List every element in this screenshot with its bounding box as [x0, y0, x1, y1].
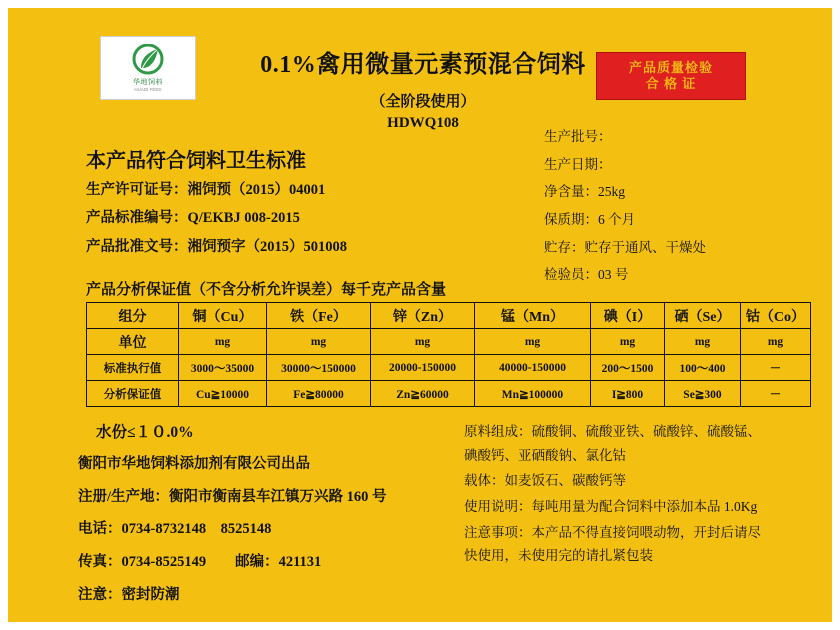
company-phone: 电话：0734-8732148 8525148 — [78, 521, 272, 538]
precautions: 注意事项：本产品不得直接饲喂动物，开封后请尽快使用，未使用完的请扎紧包装 — [464, 524, 761, 564]
table-row-label: 标准执行值 — [87, 355, 179, 381]
company-fax-postcode: 传真：0734-8525149 邮编：421131 — [78, 553, 322, 570]
company-address: 注册/生产地：衡阳市衡南县车江镇万兴路 160 号 — [78, 488, 387, 505]
production-info-block — [544, 123, 706, 289]
table-cell: 3000～35000 — [179, 355, 267, 381]
company-logo — [100, 36, 196, 100]
table-row — [87, 381, 811, 407]
net-weight: 净含量：25kg — [544, 184, 625, 200]
storage-warning: 注意：密封防潮 — [78, 586, 180, 603]
logo-company-sub: HUADI FEED — [134, 87, 162, 92]
analysis-table-caption: 产品分析保证值（不含分析允许误差）每千克产品含量 — [86, 282, 447, 298]
table-header-cell: 锰（Mn） — [475, 303, 591, 329]
table-cell: 30000～150000 — [267, 355, 371, 381]
table-cell: 20000-150000 — [371, 355, 475, 381]
table-cell: mg — [591, 329, 665, 355]
inspector: 检验员：03 号 — [544, 267, 629, 283]
table-cell: Mn≧100000 — [475, 381, 591, 407]
analysis-table — [86, 302, 811, 407]
table-row — [87, 355, 811, 381]
license-number: 生产许可证号：湘饲预（2015）04001 — [86, 182, 326, 198]
shelf-life: 保质期：6 个月 — [544, 212, 636, 228]
product-subtitle: （全阶段使用） — [370, 94, 476, 110]
water-content: 水份≤１０.0% — [96, 424, 194, 441]
table-header-cell: 硒（Se） — [665, 303, 741, 329]
hygiene-standard-line: 本产品符合饲料卫生标准 — [86, 150, 306, 172]
quality-certificate-stamp — [596, 52, 746, 100]
table-cell: mg — [179, 329, 267, 355]
company-name: 衡阳市华地饲料添加剂有限公司出品 — [78, 456, 310, 472]
table-cell: mg — [665, 329, 741, 355]
approval-number: 产品批准文号：湘饲预字（2015）501008 — [86, 238, 347, 255]
leaf-logo-icon — [125, 44, 171, 76]
table-cell: 100～400 — [665, 355, 741, 381]
table-cell: Zn≧60000 — [371, 381, 475, 407]
qc-stamp-line2: 合 格 证 — [645, 76, 697, 91]
manufacturer-info-block — [78, 448, 387, 611]
carrier: 载体：如麦饭石、碳酸钙等 — [464, 473, 626, 489]
table-row-label: 分析保证值 — [87, 381, 179, 407]
logo-company-name: 华地饲料 — [133, 79, 163, 86]
product-code: HDWQ108 — [387, 115, 459, 131]
table-header-row — [87, 303, 811, 329]
table-cell: Cu≧10000 — [179, 381, 267, 407]
production-date: 生产日期： — [544, 156, 612, 172]
table-header-cell: 铜（Cu） — [179, 303, 267, 329]
page-title: 0.1%禽用微量元素预混合饲料 — [260, 52, 586, 78]
storage-condition: 贮存：贮存于通风、干燥处 — [544, 239, 706, 255]
table-header-cell: 铁（Fe） — [267, 303, 371, 329]
license-info-block — [86, 176, 347, 261]
table-row — [87, 329, 811, 355]
table-header-cell: 锌（Zn） — [371, 303, 475, 329]
table-cell: mg — [267, 329, 371, 355]
table-cell: Se≧300 — [665, 381, 741, 407]
table-cell: mg — [741, 329, 811, 355]
table-cell: I≧800 — [591, 381, 665, 407]
batch-number: 生产批号： — [544, 129, 612, 144]
table-header-cell: 组分 — [87, 303, 179, 329]
feed-label — [8, 8, 832, 622]
table-header-cell: 钴（Co） — [741, 303, 811, 329]
table-cell: － — [741, 381, 811, 407]
table-cell: Fe≧80000 — [267, 381, 371, 407]
table-cell: mg — [371, 329, 475, 355]
table-cell: 200～1500 — [591, 355, 665, 381]
table-cell: － — [741, 355, 811, 381]
table-header-cell: 碘（I） — [591, 303, 665, 329]
table-cell: 40000-150000 — [475, 355, 591, 381]
usage-instructions: 使用说明：每吨用量为配合饲料中添加本品 1.0Kg — [464, 498, 758, 514]
usage-info-block — [464, 420, 770, 570]
product-standard-number: 产品标准编号：Q/EKBJ 008-2015 — [86, 210, 300, 227]
ingredients: 原料组成：硫酸铜、硫酸亚铁、硫酸锌、硫酸锰、碘酸钙、亚硒酸钠、氯化钴 — [464, 424, 761, 463]
table-row-label: 单位 — [87, 329, 179, 355]
table-cell: mg — [475, 329, 591, 355]
qc-stamp-line1: 产品质量检验 — [628, 59, 713, 75]
